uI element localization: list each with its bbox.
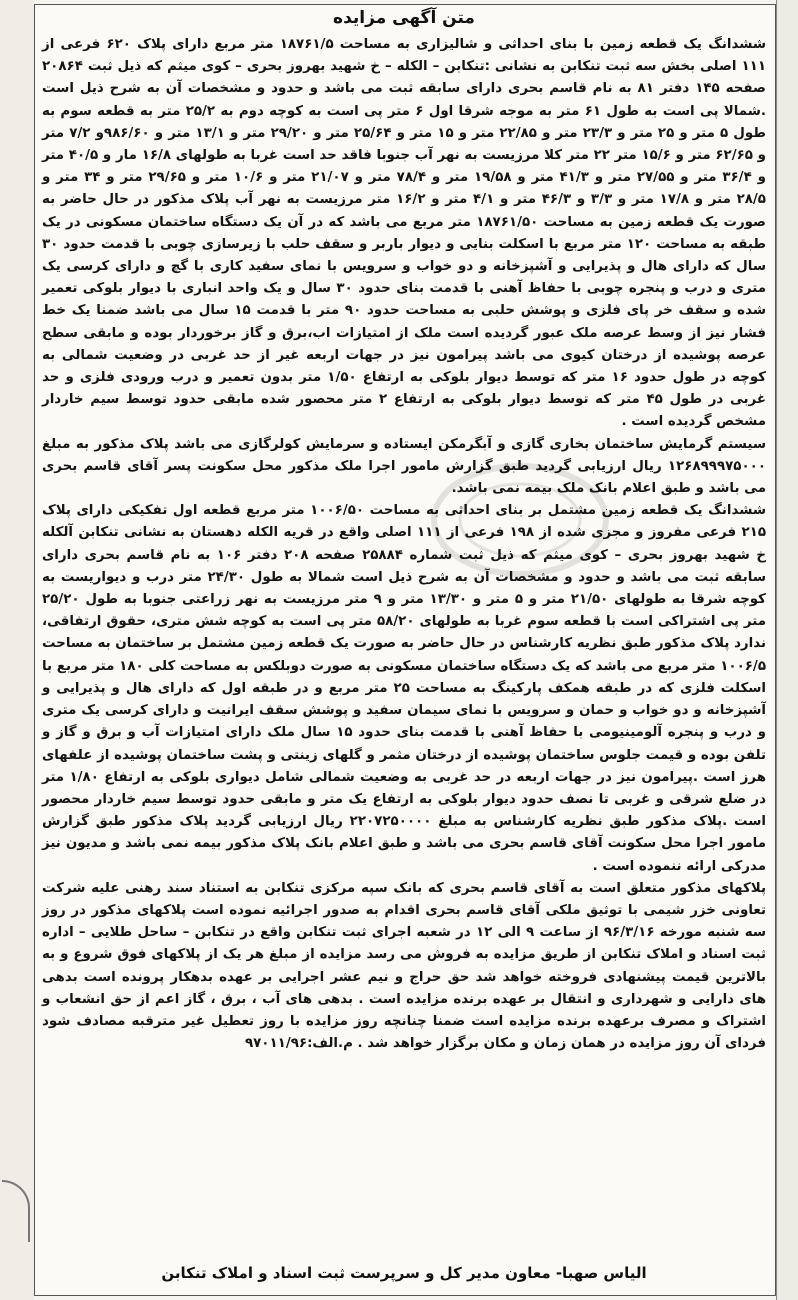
- signature-line: الیاس صهبا- معاون مدیر کل و سرپرست ثبت اسناد و املاک تنکابن: [161, 1264, 647, 1282]
- paragraph-auction-terms: پلاکهای مذکور متعلق است به آقای قاسم بحری که بانک سپه مرکزی تنکابن به استناد سند رهنی علیه شرکت تعاونی خزر شیمی با توثیق ملکی آقای قاسم بحری اقدام به صدور اجرائیه نموده است پلاکهای مذکور در روز سه شنبه مورخه ۹۶/۳/۱۶ از ساعت ۹ الی ۱۲ در شعبه اجرای ثبت تنکابن واقع در تنکابن – ساحل طلایی – اداره ثبت اسناد و املاک تنکابن از طریق مزایده به فروش می رسد مزایده از مبلغ هر یک از پلاکهای فوق شروع و به بالاترین قیمت پیشنهادی فروخته خواهد شد حق حراج و نیم عشر اجرایی بر عهده بدهکار پرونده است بدهی های دارایی و شهرداری و انتقال بر عهده برنده مزایده است . بدهی های آب ، برق ، گاز اعم از حق انشعاب و اشتراک و مصرف برعهده برنده مزایده است ضمنا چنانچه روز مزایده با روز تعطیل غیر مترقبه مصادف شود فردای آن روز مزایده در همان زمان و مکان برگزار خواهد شد . م.الف:۹۷۰۱۱/۹۶: [42, 880, 766, 1052]
- right-margin: [776, 0, 798, 1300]
- paragraph-second-property: ششدانگ یک قطعه زمین مشتمل بر بنای احداثی به مساحت ۱۰۰۶/۵۰ متر مربع قطعه اول تفکیکی دارای پلاک ۲۱۵ فرعی مفروز و مجزی شده از ۱۹۸ فرعی از ۱۱۱ اصلی واقع در قریه الکله دهستان به نشانی تنکابن آلکله خ شهید بهروز بحری – کوی میثم که ذیل ثبت شماره ۲۵۸۸۴ صفحه ۲۰۸ دفتر ۱۰۶ به نام قاسم بحری دارای سابقه ثبت می باشد و حدود و مشخصات آن به شرح ذیل است شمالا به طول ۲۴/۳۰ متر درب و دیواریست به کوچه شرقا به طولهای ۲۱/۵۰ متر و ۵ متر و ۱۳/۳۰ متر و ۹ متر مرزیست به نهر زراعتی جنوبا به طول ۲۵/۲۰ متر پی اشتراکی است با قطعه سوم غربا به طولهای ۵۸/۲۰ متر پی است به کوچه شش متری، حقوق ارتفاقی، ندارد پلاک مذکور طبق نظریه کارشناس در حال حاضر به صورت یک قطعه زمین مشتمل بر ساختمان به مساحت ۱۰۰۶/۵ متر مربع می باشد که یک دستگاه ساختمان مسکونی به صورت دوبلکس به مساحت کلی ۱۸۰ متر مربع با اسکلت فلزی که در طبقه همکف پارکینگ به مساحت ۲۵ متر مربع و در طبقه اول که دارای هال و پذیرایی و آشپزخانه و دو خواب و حمان و سرویس با نمای سیمان سفید و پوشش سقف ایرانیت و دارای کرسی یک متری و درب و پنجره آلومینیومی با حفاظ آهنی با قدمت بنای حدود ۱۵ سال ملک دارای امتیازات آب و برق و گاز و تلفن بوده و قیمت جلوس ساختمان پوشیده از درختان مثمر و گلهای زینتی و پشت ساختمان پوشیده از علفهای هرز است .پیرامون نیز در جهات اربعه در حد غربی به وضعیت شمالی شامل دیواری بلوکی به ارتفاع ۱/۸۰ متر در ضلع شرقی و غربی تا نصف حدود دیوار بلوکی به ارتفاع یک متر و مابقی حدود توسط سیم خاردار محصور است .پلاک مذکور طبق نظریه کارشناس به مبلغ ۲۲۰۷۲۵۰۰۰۰ ریال ارزیابی گردید پلاک مذکور طبق گزارش مامور اجرا محل سکونت آقای قاسم بحری می باشد و طبق اعلام بانک پلاک مذکور بیمه نمی باشد و مدیون نیز مدرکی ارائه ننموده است .: [42, 503, 767, 874]
- left-margin: [0, 0, 34, 1300]
- paragraph-first-property: ششدانگ یک قطعه زمین با بنای احداثی و شالیزاری به مساحت ۱۸۷۶۱/۵ متر مربع دارای پلاک ۶۲۰ فرعی از ۱۱۱ اصلی بخش سه ثبت تنکابن به نشانی :تنکابن – الکله – خ شهید بهروز بحری – کوی میثم که ذیل ثبت ۲۰۸۶۴ صفحه ۱۴۵ دفتر ۸۱ به نام قاسم بحری دارای سابقه ثبت می باشد و حدود و مشخصات آن به شرح ذیل است .شمالا پی است به طول ۶۱ متر به موجه شرقا اول ۶ متر پی است به کوچه دوم به ۲۵/۲ متر به قطعه سوم به طول ۵ متر و ۲۵ متر و ۲۳/۳ متر و ۲۲/۸۵ متر و ۱۵ متر و ۲۵/۶۴ متر و ۲۹/۲۰ متر و ۱۳/۱ متر و ۹۸۶/۶۰و ۷/۲ متر و ۶۲/۶۵ متر و ۱۵/۶ متر ۲۲ متر کلا مرزیست به نهر آب جنوبا فاقد حد است غربا به طولهای ۱۶/۸ مار و ۴۰/۵ متر و ۳۶/۴ متر و ۲۷/۵۵ متر و ۴۱/۳ متر و ۱۹/۵۸ متر و ۷۸/۴ متر و ۲۱/۰۷ متر و ۱۰/۶ متر و ۲۹/۶۵ متر و ۳۴ متر و ۲۸/۵ متر و ۱۷/۸ متر و ۳/۳ و ۴۶/۳ متر و ۴/۱ متر و ۱۶/۲ متر مرزیست به نهر آب پلاک مذکور در حال حاضر به صورت یک قطعه زمین به مساحت ۱۸۷۶۱/۵۰ متر مربع می باشد که در آن یک دستگاه ساختمان مسکونی در یک طبقه به مساحت ۱۲۰ متر مربع با اسکلت بنایی و دیوار باربر و سقف حلب با زیرسازی چوبی با قدمت حدود ۳۰ سال که دارای هال و پذیرایی و آشپزخانه و دو خواب و سرویس با نمای سفید کاری با گچ و دارای کرسی یک متری و درب و پنجره چوبی با حفاظ آهنی با قدمت بنای حدود ۳۰ سال و یک واحد انباری با دیوار بلوکی تعمیر شده و سقف خر پای فلزی و پوشش حلبی به مساحت حدود ۹۰ متر با قدمت ۱۵ سال می باشد ضمنا یک خط فشار نیز از وسط عرصه ملک عبور گردیده است ملک از امتیازات اب،برق و گاز برخوردار بوده و مابقی سطح عرصه پوشیده از درختان کیوی می باشد پیرامون نیز در جهات اربعه غیر از حد غربی در وضعیت شمالی به کوچه در طول حدود ۱۶ متر که توسط دیوار بلوکی به ارتفاع ۱/۵۰ متر بدون تعمیر و درب ورودی فلزی و حد غربی در طول ۴۵ متر که توسط دیوار بلوکی به ارتفاع ۲ متر محصور شده مابقی حدود توسط سیم خاردار مشخص گردیده است .: [42, 37, 767, 430]
- edge-mark: [2, 1180, 30, 1242]
- notice-title: متن آگهی مزایده: [333, 8, 475, 28]
- notice-body: [42, 34, 766, 1055]
- paragraph-heating-valuation: سیستم گرمایش ساختمان بخاری گازی و آبگرمکن ایستاده و سرمایش کولرگازی می باشد پلاک مذکور به مبلغ ۱۲۶۸۹۹۹۷۵۰۰۰ ریال ارزیابی گردید طبق گزارش مامور اجرا ملک مذکور محل سکونت پسر آقای قاسم بحری می باشد و طبق اعلام بانک ملک بیمه نمی باشد.: [42, 436, 766, 497]
